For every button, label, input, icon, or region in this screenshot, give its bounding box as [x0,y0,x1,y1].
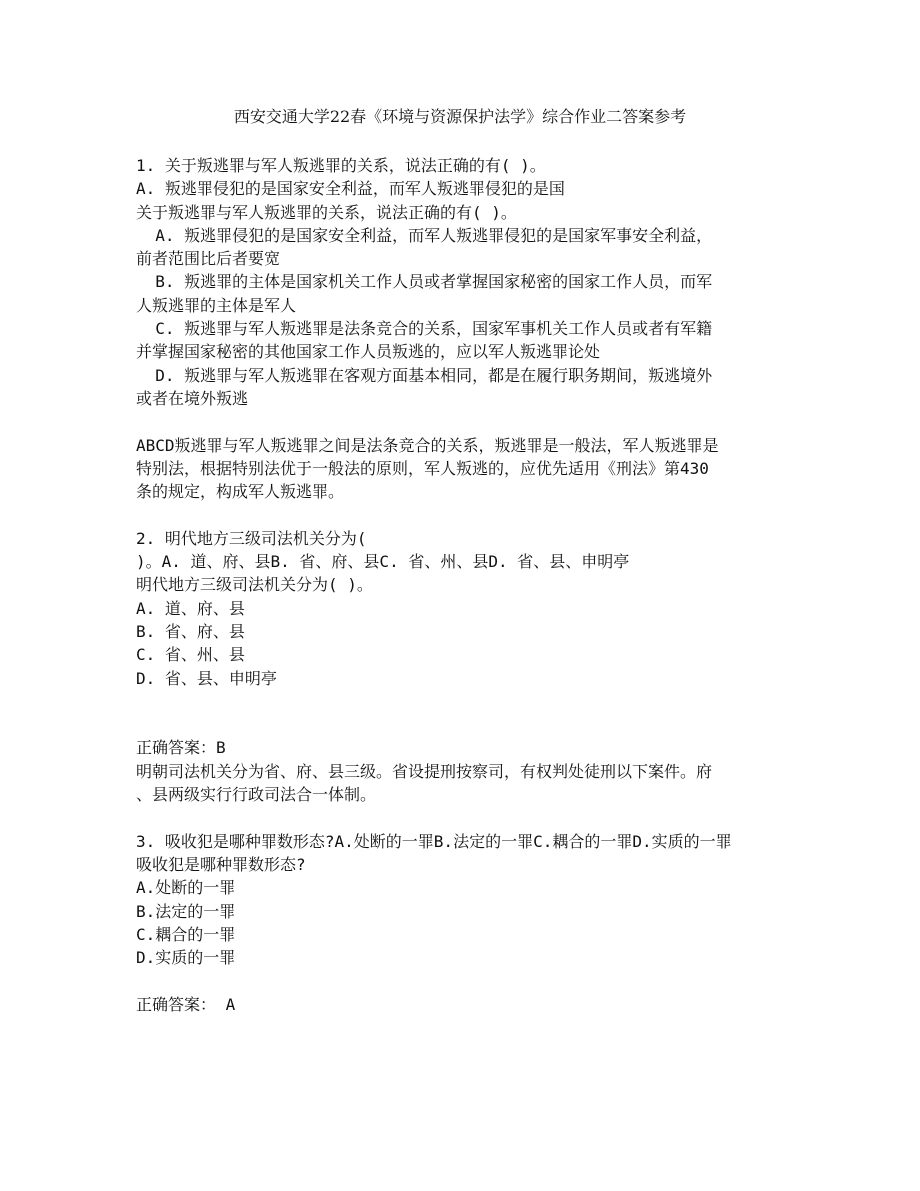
q1-option-a-cont: 前者范围比后者要宽 [136,249,281,269]
q2-option-c: C. 省、州、县 [136,645,245,665]
q1-explanation: 条的规定，构成军人叛逃罪。 [136,482,345,502]
q3-line: 吸收犯是哪种罪数形态? [136,854,306,874]
document-body [136,154,796,1016]
q2-line: )。A. 道、府、县B. 省、府、县C. 省、州、县D. 省、县、申明亭 [136,552,630,572]
q1-option-d: D. 叛逃罪与军人叛逃罪在客观方面基本相同，都是在履行职务期间，叛逃境外 [136,365,713,385]
q1-option-b-cont: 人叛逃罪的主体是军人 [136,295,297,315]
q1-option-c-cont: 并掌握国家秘密的其他国家工作人员叛逃的，应以军人叛逃罪论处 [136,342,601,362]
q2-explanation: 、县两级实行行政司法合一体制。 [136,785,377,805]
question-2 [136,527,796,807]
q1-line: 1. 关于叛逃罪与军人叛逃罪的关系，说法正确的有( )。 [136,156,546,175]
q2-line: 2. 明代地方三级司法机关分为( [136,528,367,548]
q2-answer: 正确答案：B [136,738,226,758]
q2-explanation: 明朝司法机关分为省、府、县三级。省设提刑按察司，有权判处徒刑以下案件。府 [136,761,713,781]
question-3 [136,830,796,1016]
q3-line: 3. 吸收犯是哪种罪数形态?A.处断的一罪B.法定的一罪C.耦合的一罪D.实质的一罪 [136,831,732,851]
q2-line: 明代地方三级司法机关分为( )。 [136,575,373,595]
q3-option-c: C.耦合的一罪 [136,924,236,944]
q2-option-b: B. 省、府、县 [136,621,245,641]
q2-option-a: A. 道、府、县 [136,598,245,618]
q1-option-b: B. 叛逃罪的主体是国家机关工作人员或者掌握国家秘密的国家工作人员，而军 [136,272,713,292]
question-1 [136,154,796,503]
q3-option-b: B.法定的一罪 [136,901,236,921]
spacer [136,806,796,829]
q1-option-a: A. 叛逃罪侵犯的是国家安全利益，而军人叛逃罪侵犯的是国家军事安全利益， [136,225,713,245]
q1-option-c: C. 叛逃罪与军人叛逃罪是法条竞合的关系，国家军事机关工作人员或者有军籍 [136,319,713,339]
q1-option-d-cont: 或者在境外叛逃 [136,388,249,408]
q2-option-d: D. 省、县、申明亭 [136,668,277,688]
spacer [136,969,796,992]
spacer [136,410,796,433]
spacer [136,503,796,526]
spacer [136,690,796,737]
q3-option-a: A.处断的一罪 [136,878,236,898]
q1-explanation: 特别法，根据特别法优于一般法的原则，军人叛逃的，应优先适用《刑法》第430 [136,458,709,478]
q1-line: 关于叛逃罪与军人叛逃罪的关系，说法正确的有( )。 [136,202,517,222]
q3-answer: 正确答案： A [136,994,236,1014]
document-title: 西安交通大学22春《环境与资源保护法学》综合作业二答案参考 [233,107,687,126]
q3-option-d: D.实质的一罪 [136,948,236,968]
q1-explanation: ABCD叛逃罪与军人叛逃罪之间是法条竞合的关系，叛逃罪是一般法，军人叛逃罪是 [136,435,719,455]
q1-line: A. 叛逃罪侵犯的是国家安全利益，而军人叛逃罪侵犯的是国 [136,179,565,199]
